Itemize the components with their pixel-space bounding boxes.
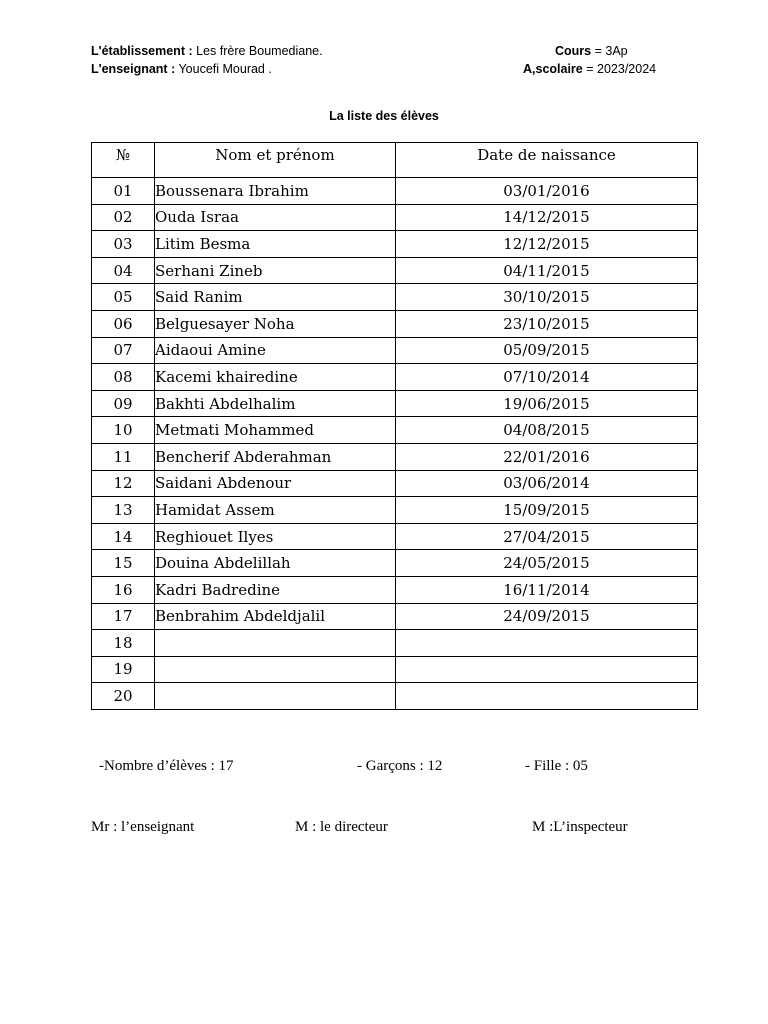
student-name: [155, 656, 396, 683]
girls-count: - Fille : 05: [525, 758, 588, 774]
student-name: Ouda Israa: [155, 204, 396, 231]
birth-date: 30/10/2015: [396, 284, 698, 311]
year-label: A,scolaire: [523, 62, 583, 76]
table-row: [92, 683, 698, 710]
student-name: [155, 630, 396, 657]
table-row: [92, 337, 698, 364]
student-name: Hamidat Assem: [155, 497, 396, 524]
birth-date: [396, 630, 698, 657]
row-number: 15: [92, 550, 155, 577]
total-students: -Nombre d’élèves : 17: [99, 758, 234, 774]
birth-date: 24/05/2015: [396, 550, 698, 577]
row-number: 08: [92, 364, 155, 391]
student-name: Bencherif Abderahman: [155, 443, 396, 470]
birth-date: [396, 683, 698, 710]
student-name: Aidaoui Amine: [155, 337, 396, 364]
row-number: 09: [92, 390, 155, 417]
student-name: Kacemi khairedine: [155, 364, 396, 391]
row-number: 06: [92, 310, 155, 337]
course-info: [523, 42, 656, 78]
table-row: [92, 204, 698, 231]
table-row: [92, 550, 698, 577]
table-row: [92, 603, 698, 630]
birth-date: 27/04/2015: [396, 523, 698, 550]
row-number: 17: [92, 603, 155, 630]
student-name: Benbrahim Abdeldjalil: [155, 603, 396, 630]
student-name: Boussenara Ibrahim: [155, 178, 396, 205]
birth-date: 24/09/2015: [396, 603, 698, 630]
row-number: 20: [92, 683, 155, 710]
birth-date: 04/11/2015: [396, 257, 698, 284]
row-number: 19: [92, 656, 155, 683]
table-row: [92, 417, 698, 444]
birth-date: 15/09/2015: [396, 497, 698, 524]
table-row: [92, 284, 698, 311]
row-number: 01: [92, 178, 155, 205]
row-number: 04: [92, 257, 155, 284]
birth-date: 04/08/2015: [396, 417, 698, 444]
student-name: Said Ranim: [155, 284, 396, 311]
establishment-line: [91, 42, 323, 60]
teacher-signature: Mr : l’enseignant: [91, 819, 195, 835]
year-value: = 2023/2024: [586, 62, 657, 76]
student-name: [155, 683, 396, 710]
student-name: Metmati Mohammed: [155, 417, 396, 444]
page-title: La liste des élèves: [329, 109, 439, 123]
director-signature: M : le directeur: [295, 819, 388, 835]
student-name: Litim Besma: [155, 231, 396, 258]
table-row: [92, 523, 698, 550]
table-row: [92, 443, 698, 470]
header-birthdate: Date de naissance: [396, 143, 698, 178]
table-row: [92, 257, 698, 284]
birth-date: 03/01/2016: [396, 178, 698, 205]
table-row: [92, 310, 698, 337]
school-info: [91, 42, 323, 78]
students-table: [91, 142, 698, 710]
teacher-label: L'enseignant :: [91, 62, 176, 76]
year-line: [523, 60, 656, 78]
establishment-value: Les frère Boumediane.: [196, 44, 323, 58]
row-number: 05: [92, 284, 155, 311]
table-row: [92, 231, 698, 258]
birth-date: 12/12/2015: [396, 231, 698, 258]
establishment-label: L'établissement :: [91, 44, 193, 58]
inspector-signature: M :L’inspecteur: [532, 819, 628, 835]
table-row: [92, 178, 698, 205]
birth-date: 16/11/2014: [396, 576, 698, 603]
student-name: Saidani Abdenour: [155, 470, 396, 497]
student-name: Reghiouet Ilyes: [155, 523, 396, 550]
student-name: Serhani Zineb: [155, 257, 396, 284]
student-name: Douina Abdelillah: [155, 550, 396, 577]
birth-date: 19/06/2015: [396, 390, 698, 417]
row-number: 03: [92, 231, 155, 258]
row-number: 18: [92, 630, 155, 657]
table-header-row: [92, 143, 698, 178]
table-row: [92, 470, 698, 497]
course-value: = 3Ap: [594, 44, 628, 58]
row-number: 07: [92, 337, 155, 364]
teacher-line: [91, 60, 323, 78]
student-name: Bakhti Abdelhalim: [155, 390, 396, 417]
row-number: 11: [92, 443, 155, 470]
birth-date: 22/01/2016: [396, 443, 698, 470]
birth-date: 23/10/2015: [396, 310, 698, 337]
header-name: Nom et prénom: [155, 143, 396, 178]
boys-count: - Garçons : 12: [357, 758, 443, 774]
row-number: 10: [92, 417, 155, 444]
table-row: [92, 497, 698, 524]
student-name: Belguesayer Noha: [155, 310, 396, 337]
table-row: [92, 390, 698, 417]
row-number: 02: [92, 204, 155, 231]
student-name: Kadri Badredine: [155, 576, 396, 603]
row-number: 13: [92, 497, 155, 524]
row-number: 14: [92, 523, 155, 550]
table-row: [92, 364, 698, 391]
birth-date: [396, 656, 698, 683]
birth-date: 05/09/2015: [396, 337, 698, 364]
table-row: [92, 630, 698, 657]
header-number: №: [92, 143, 155, 178]
course-line: [523, 42, 656, 60]
birth-date: 03/06/2014: [396, 470, 698, 497]
row-number: 16: [92, 576, 155, 603]
birth-date: 07/10/2014: [396, 364, 698, 391]
teacher-value: Youcefi Mourad .: [178, 62, 272, 76]
table-row: [92, 576, 698, 603]
row-number: 12: [92, 470, 155, 497]
table-row: [92, 656, 698, 683]
birth-date: 14/12/2015: [396, 204, 698, 231]
course-label: Cours: [555, 44, 592, 58]
